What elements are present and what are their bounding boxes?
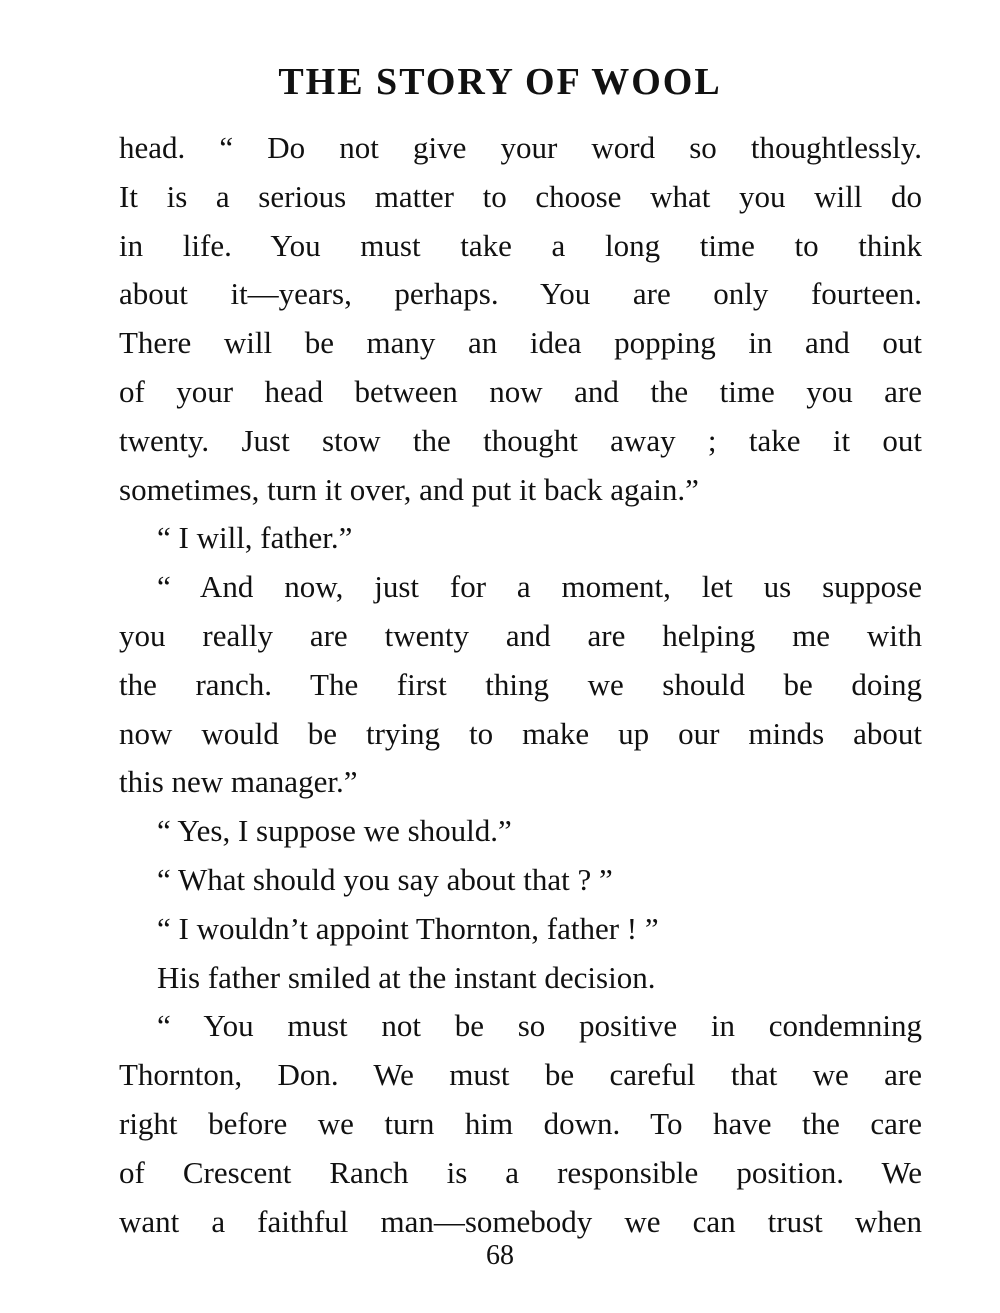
text-line-8: sometimes, turn it over, and put it back again.” [119,471,699,507]
text-line-9: “ I will, father.” [157,520,353,556]
text-line-22: of Crescent Ranch is a responsible position. We [119,1154,922,1190]
text-line-19: “ You must not be so positive in condemning [157,1008,922,1044]
text-line-4: about it—years, perhaps. You are only fourteen. [119,276,922,312]
text-line-7: twenty. Just stow the thought away ; take it out [119,422,922,458]
text-line-11: you really are twenty and are helping me with [119,617,922,653]
text-line-14: this new manager.” [119,764,358,800]
text-line-2: It is a serious matter to choose what you will do [119,178,922,214]
page-number: 68 [486,1240,514,1271]
text-line-23: want a faithful man—somebody we can trust when [119,1203,922,1239]
text-line-3: in life. You must take a long time to think [119,227,922,263]
text-line-13: now would be trying to make up our minds about [119,715,922,751]
text-line-15: “ Yes, I suppose we should.” [157,813,512,849]
text-line-18: His father smiled at the instant decision. [157,959,656,995]
text-line-6: of your head between now and the time you are [119,373,922,409]
text-line-16: “ What should you say about that ? ” [157,861,613,897]
text-line-20: Thornton, Don. We must be careful that we are [119,1057,922,1093]
text-line-12: the ranch. The first thing we should be doing [119,666,922,702]
running-head-title: THE STORY OF WOOL [278,61,722,103]
text-line-17: “ I wouldn’t appoint Thornton, father ! ” [157,910,659,946]
text-line-10: “ And now, just for a moment, let us suppose [157,569,922,605]
text-line-1: head. “ Do not give your word so thoughtlessly. [119,130,922,165]
text-line-21: right before we turn him down. To have the care [119,1105,922,1141]
text-line-5: There will be many an idea popping in and out [119,325,922,361]
page-body-text [119,124,922,1246]
